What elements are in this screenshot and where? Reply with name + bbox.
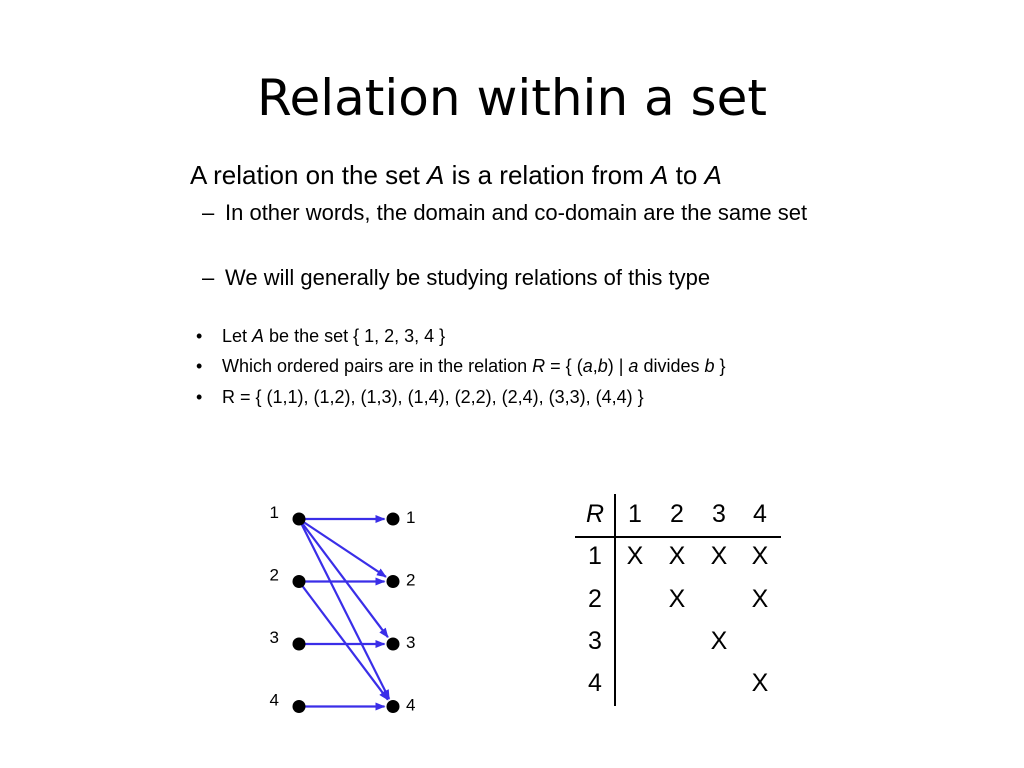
bullet-text: R = { (1,1), (1,2), (1,3), (1,4), (2,2), (2,4), (3,3), (4,4) } [222,387,644,407]
table-cell: X [710,627,728,655]
main-point-prefix: A relation on the set [190,160,428,190]
table-col-header: 4 [753,500,767,528]
table-cell: X [710,542,728,570]
bullet-marker: • [196,356,203,376]
table-cell: X [751,542,769,570]
bullet-text-part: Let [222,326,253,346]
main-point-var-a: A [704,160,722,190]
bullet-var-a: A [252,326,265,346]
right-node-label: 4 [406,695,416,715]
table-cell: X [668,585,686,613]
bullet-var-b: b [597,356,608,376]
bullet-var-a: a [582,356,593,376]
table-col-header: 3 [712,500,726,528]
sub-point-text: In other words, the domain and co-domain are the same set [225,200,808,225]
right-node-label: 2 [406,570,416,590]
bullet-text-part: , [592,356,598,376]
table-cell: X [751,669,769,697]
edge-1-to-2 [299,519,386,577]
table-row-header: 2 [588,585,602,613]
right-node-3 [387,638,400,651]
sub-point-text: We will generally be studying relations of this type [225,265,711,290]
bullet-text-part: Which ordered pairs are in the relation [222,356,533,376]
left-node-3 [293,638,306,651]
table-row-header: 4 [588,669,602,697]
left-node-1 [293,513,306,526]
edge-1-to-4 [299,519,389,699]
left-node-label: 3 [269,628,279,647]
bullet-marker: • [196,326,203,346]
bullet-marker: • [196,387,203,407]
slide-title: Relation within a set [257,69,767,127]
table-horizontal-rule [575,536,781,538]
left-node-4 [293,700,306,713]
bullet-text-part: } [714,356,726,376]
right-node-4 [387,700,400,713]
main-point-middle: is a relation from [444,160,652,190]
left-node-2 [293,575,306,588]
table-row-header: 3 [588,627,602,655]
main-point-var-a: A [651,160,669,190]
dash-marker: – [202,265,215,290]
table-corner-label: R [585,500,605,528]
table-cell: X [751,585,769,613]
main-point-var-a: A [427,160,445,190]
right-node-1 [387,513,400,526]
table-row-header: 1 [588,542,602,570]
table-cell: X [626,542,644,570]
table-col-header: 1 [628,500,642,528]
bullet-var-b: b [704,356,715,376]
bullet-text-part: divides [638,356,705,376]
left-node-label: 4 [269,690,279,710]
table-cell: X [668,542,686,570]
dash-marker: – [202,200,215,225]
table-col-header: 2 [670,500,684,528]
edge-1-to-3 [299,519,388,637]
right-node-2 [387,575,400,588]
bullet-text-part: ) | [607,356,629,376]
bullet-text-part: = { ( [545,356,583,376]
main-point-to: to [668,160,705,190]
edge-2-to-4 [299,582,388,700]
bullet-text-part: be the set { 1, 2, 3, 4 } [264,326,446,346]
right-node-label: 3 [406,633,416,652]
bullet-var-r: R [532,356,546,376]
right-node-label: 1 [406,508,416,527]
bullet-var-a: a [628,356,639,376]
left-node-label: 2 [269,565,279,585]
left-node-label: 1 [269,503,279,522]
